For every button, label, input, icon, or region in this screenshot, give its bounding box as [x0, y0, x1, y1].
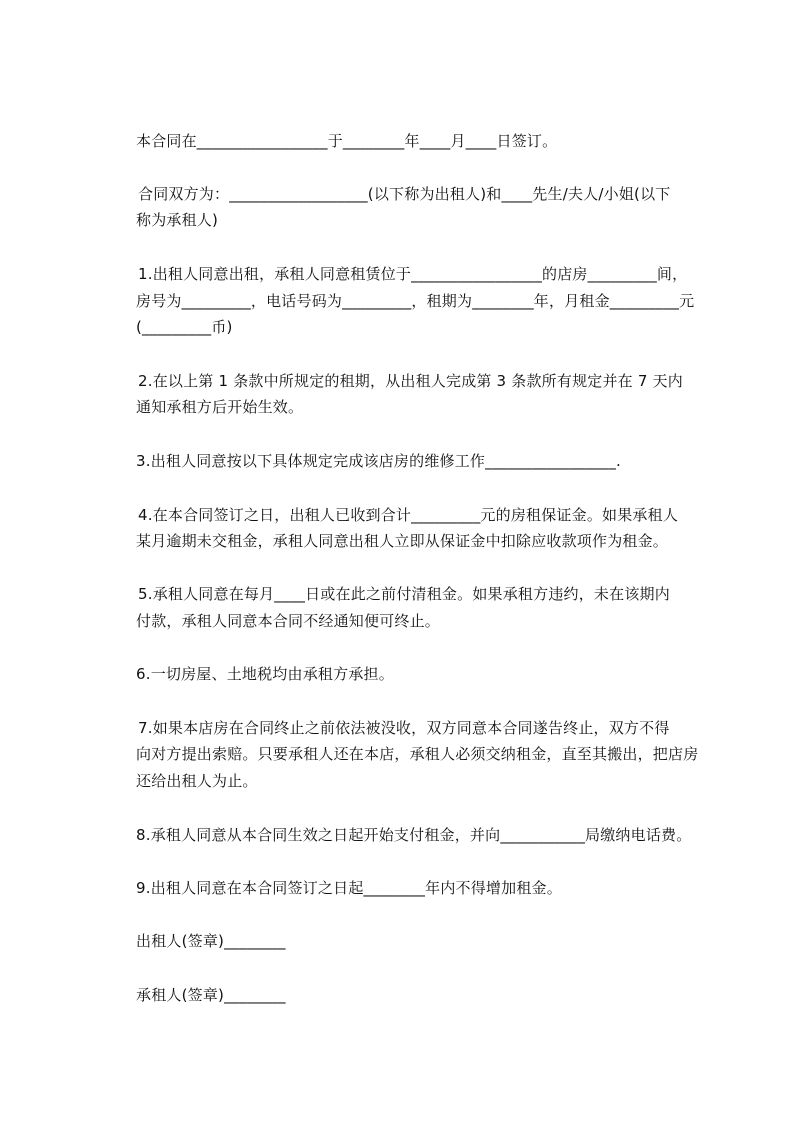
clause-9-line: 9.出租人同意在本合同签订之日起________年内不得增加租金。	[136, 879, 562, 897]
clause-1-line-3: (_________币)	[136, 318, 233, 336]
clause-6-line: 6.一切房屋、土地税均由承租方承担。	[136, 665, 394, 683]
clause-8-line: 8.承租人同意从本合同生效之日起开始支付租金，并向___________局缴纳电话费。	[136, 826, 692, 844]
clause-1-line-1: 1.出租人同意出租，承租人同意租赁位于_________________的店房_________间，	[138, 265, 688, 283]
clause-7-line-1: 7.如果本店房在合同终止之前依法被没收，双方同意本合同遂告终止，双方不得	[138, 719, 670, 737]
clause-5-line-1: 5.承租人同意在每月____日或在此之前付清租金。如果承租方违约，未在该期内	[138, 585, 670, 603]
lessor-signature-line: 出租人(签章)________	[136, 932, 286, 950]
clause-2-line-2: 通知承租方后开始生效。	[136, 398, 304, 416]
clause-4-line-2: 某月逾期未交租金，承租人同意出租人立即从保证金中扣除应收款项作为租金。	[136, 532, 669, 550]
clause-7-line-2: 向对方提出索赔。只要承租人还在本店，承租人必须交纳租金，直至其搬出，把店房	[136, 745, 699, 763]
parties-line-2: 称为承租人)	[136, 211, 219, 229]
clause-2-line-1: 2.在以上第 1 条款中所规定的租期，从出租人完成第 3 条款所有规定并在 7 天内	[138, 372, 683, 390]
clause-4-line-1: 4.在本合同签订之日，出租人已收到合计_________元的房租保证金。如果承租人	[138, 506, 679, 524]
clause-1-line-2: 房号为_________，电话号码为_________，租期为________年，月租金_________元	[136, 292, 695, 310]
signing-line: 本合同在_________________于________年____月____日签订。	[136, 132, 558, 150]
clause-3-line: 3.出租人同意按以下具体规定完成该店房的维修工作_________________.	[136, 452, 621, 470]
lessee-signature-line: 承租人(签章)________	[136, 986, 286, 1004]
clause-5-line-2: 付款，承租人同意本合同不经通知便可终止。	[136, 612, 441, 630]
clause-7-line-3: 还给出租人为止。	[136, 772, 258, 790]
parties-line-1: 合同双方为：__________________(以下称为出租人)和____先生/夫人/小姐(以下	[138, 185, 671, 203]
